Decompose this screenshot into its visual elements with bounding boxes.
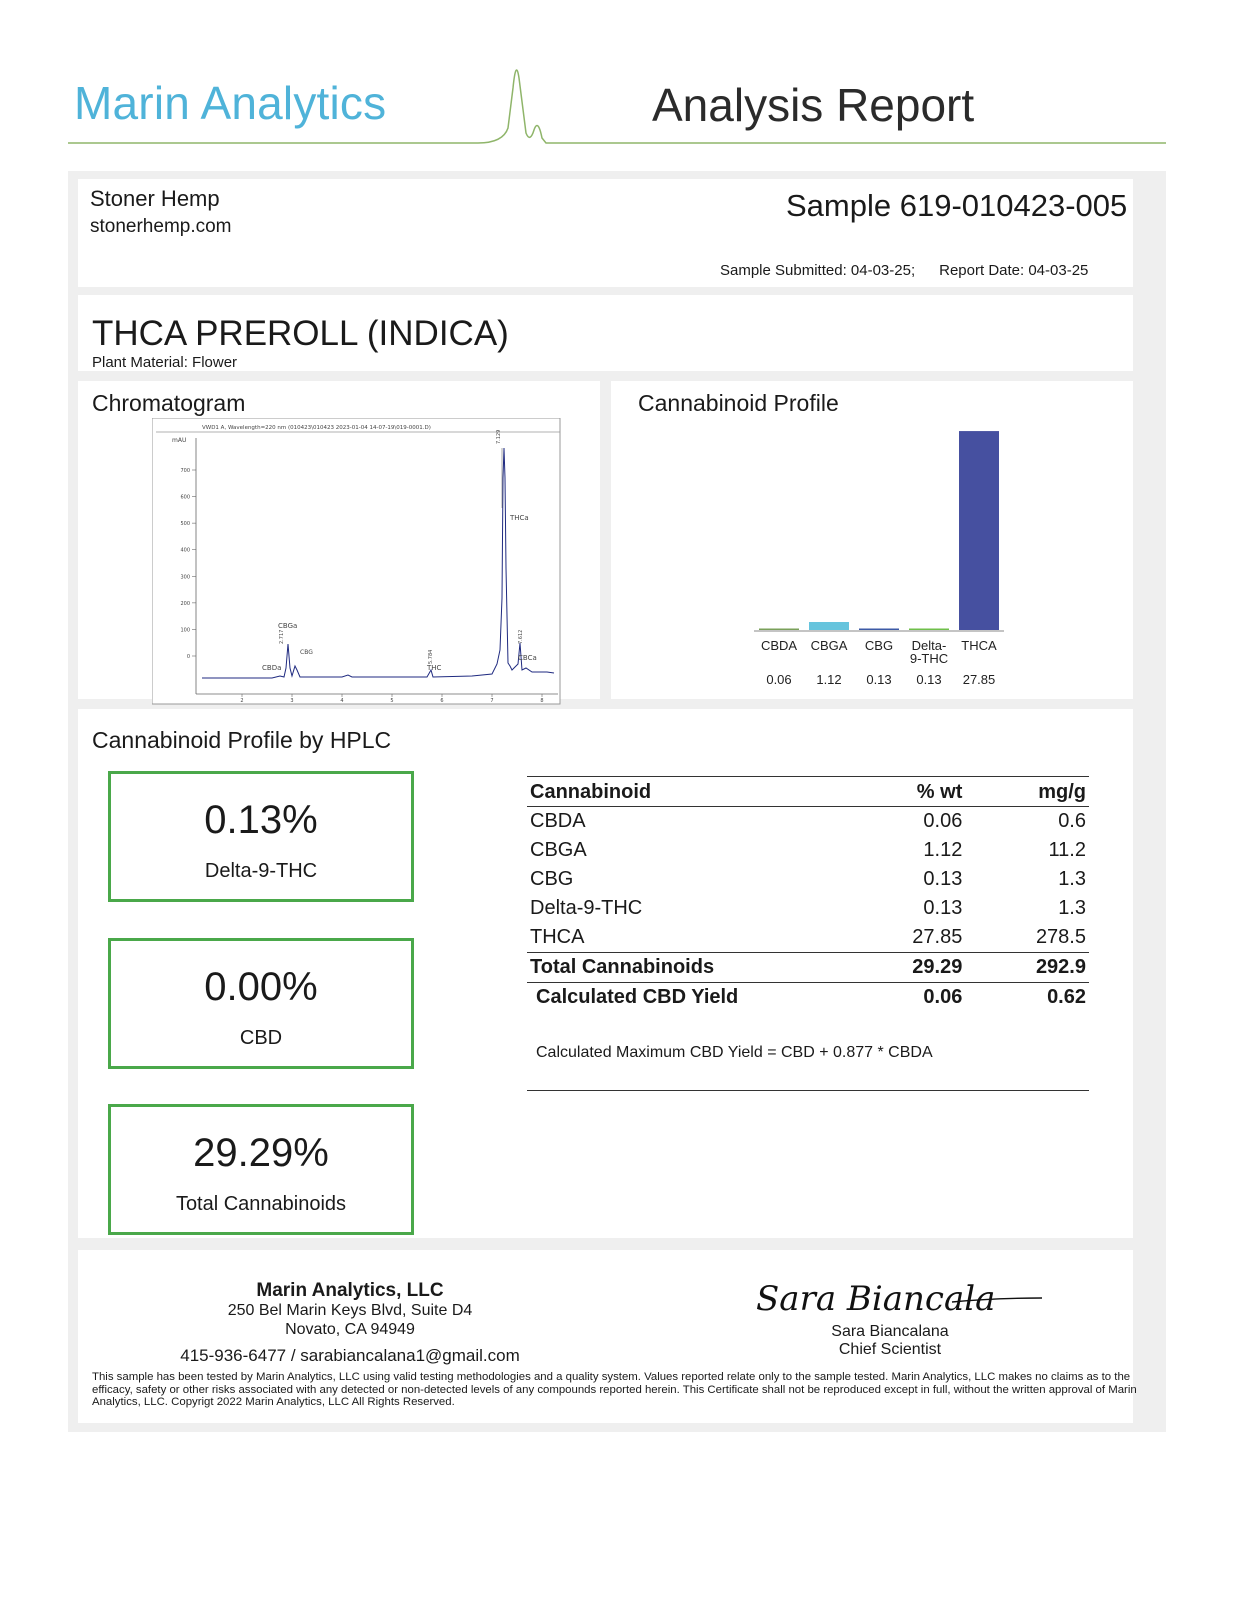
cell-mg: 278.5 — [1035, 926, 1086, 948]
footer-address-line2: Novato, CA 94949 — [285, 1321, 415, 1338]
kpi-delta9-thc — [108, 771, 414, 902]
kpi-value: 0.13% — [204, 798, 318, 842]
retention-label: 7.129 — [496, 429, 502, 444]
column-header-cannabinoid: Cannabinoid — [527, 777, 864, 807]
kpi-total-cannabinoids — [108, 1104, 414, 1235]
peak-label-cbda: CBDa — [262, 664, 282, 672]
signer-name: Sara Biancalana — [831, 1323, 949, 1340]
table-bottom-rule — [527, 1090, 1089, 1091]
table-row — [527, 807, 1089, 837]
bar-cbg — [859, 629, 899, 631]
document-title: Analysis Report — [652, 79, 975, 131]
category-label: Delta- — [911, 638, 947, 653]
yield-pct: 0.06 — [923, 986, 963, 1008]
sample-dates — [720, 262, 1112, 279]
cell-name: THCA — [530, 926, 585, 948]
chromatogram-header-text: VWD1 A, Wavelength=220 nm (010423\010423 2023-01-04 14-07-19\019-0001.D) — [202, 425, 431, 431]
table-total-row — [527, 953, 1089, 983]
profile-title: Cannabinoid Profile — [638, 390, 839, 416]
y-tick-label: 500 — [180, 521, 190, 528]
kpi-cbd — [108, 938, 414, 1069]
signature-image — [752, 1268, 1052, 1324]
cell-name: CBG — [530, 868, 574, 890]
cell-pct: 27.85 — [912, 926, 963, 948]
category-label: CBGA — [810, 638, 848, 653]
yield-label: Calculated CBD Yield — [536, 986, 739, 1008]
x-tick-label: 7 — [490, 698, 494, 704]
client-website: stonerhemp.com — [90, 216, 232, 237]
x-tick-label: 3 — [290, 698, 294, 704]
chromatogram-title: Chromatogram — [92, 390, 246, 416]
cell-name: CBGA — [530, 839, 587, 861]
kpi-label: CBD — [239, 1027, 283, 1049]
total-pct: 29.29 — [864, 953, 965, 983]
peak-label-cbg: CBG — [300, 649, 313, 656]
y-tick-label: 200 — [180, 600, 190, 607]
cell-mg: 1.3 — [1058, 897, 1086, 919]
x-tick-label: 6 — [440, 698, 444, 704]
cell-pct: 0.13 — [923, 868, 963, 890]
client-name: Stoner Hemp — [90, 186, 220, 211]
y-tick-label: 600 — [180, 494, 190, 501]
kpi-value: 0.00% — [204, 965, 318, 1009]
retention-label: 2.717 — [279, 629, 285, 644]
total-mg: 292.9 — [965, 953, 1089, 983]
cell-mg: 11.2 — [1048, 839, 1086, 861]
cell-name: Delta-9-THC — [530, 897, 643, 919]
cell-pct: 1.12 — [923, 839, 963, 861]
y-tick-label: 300 — [180, 574, 190, 581]
cbd-yield-formula: Calculated Maximum CBD Yield = CBD + 0.877 * CBDA — [536, 1044, 933, 1061]
x-tick-label: 5 — [390, 698, 394, 704]
category-label: CBDA — [760, 638, 798, 653]
legal-disclaimer: This sample has been tested by Marin Analytics, LLC using valid testing methodologies and a quality system. Values reported relate only to the sample tested. Marin Analytics, LLC makes no claims as to the efficacy, safety or other risks associated with any detected or non-detected levels of any compounds reported herein. This Certificate shall not be reproduced except in full, without the written approval of Marin Analytics, LLC. Copyrigt 2022 Marin Analytics, LLC All Rights Reserved. — [92, 1371, 1137, 1408]
x-tick-label: 8 — [540, 698, 544, 704]
sample-id: Sample 619-010423-005 — [786, 188, 1128, 223]
table-header-row — [527, 777, 1089, 807]
peak-label-cbga: CBGa — [278, 622, 298, 630]
value-label: 0.13 — [916, 672, 942, 687]
footer-address-line1: 250 Bel Marin Keys Blvd, Suite D4 — [227, 1302, 473, 1319]
y-tick-label: 0 — [186, 654, 190, 660]
plant-material: Plant Material: Flower — [92, 354, 238, 371]
kpi-label: Delta-9-THC — [204, 860, 318, 882]
y-tick-label: 400 — [180, 547, 190, 554]
cannabinoid-results-table — [527, 776, 1089, 1012]
table-row — [527, 894, 1089, 923]
y-tick-label: 700 — [180, 468, 190, 474]
kpi-label: Total Cannabinoids — [175, 1193, 347, 1215]
hplc-title: Cannabinoid Profile by HPLC — [92, 727, 392, 753]
sample-submitted: Sample Submitted: 04-03-25; — [720, 262, 916, 279]
kpi-value: 29.29% — [193, 1131, 329, 1175]
x-tick-label: 4 — [340, 698, 344, 704]
value-label: 0.13 — [866, 672, 892, 687]
signer-title: Chief Scientist — [838, 1341, 942, 1358]
footer-contact: 415-936-6477 / sarabiancalana1@gmail.com — [180, 1346, 520, 1365]
cell-pct: 0.06 — [923, 810, 963, 832]
bar-thca — [959, 431, 999, 630]
x-tick-label: 2 — [240, 698, 244, 704]
product-name: THCA PREROLL (INDICA) — [92, 314, 509, 353]
peak-label-thca: THCa — [510, 514, 529, 522]
cell-mg: 1.3 — [1058, 868, 1086, 890]
brand-logo-text: Marin Analytics — [74, 77, 387, 129]
y-tick-label: 100 — [180, 627, 190, 634]
bar-delta-9-thc — [909, 629, 949, 631]
table-row — [527, 923, 1089, 953]
cell-name: CBDA — [530, 810, 586, 832]
footer-company-name: Marin Analytics, LLC — [256, 1280, 444, 1301]
cell-pct: 0.13 — [923, 897, 963, 919]
value-label: 27.85 — [962, 672, 996, 687]
table-yield-row — [527, 983, 1089, 1013]
value-label: 0.06 — [766, 672, 792, 687]
bar-cbga — [809, 622, 849, 630]
table-row — [527, 865, 1089, 894]
category-label: 9-THC — [909, 651, 949, 666]
table-row — [527, 836, 1089, 865]
retention-label: 5.784 — [428, 649, 434, 664]
peak-label-cbca: CBCa — [518, 654, 537, 662]
yield-mg: 0.62 — [1047, 986, 1086, 1008]
total-label: Total Cannabinoids — [527, 953, 864, 983]
signature-text: Sara Biancala — [756, 1279, 996, 1319]
report-date: Report Date: 04-03-25 — [939, 262, 1089, 279]
cell-mg: 0.6 — [1058, 810, 1086, 832]
column-header-percent-wt: % wt — [864, 777, 965, 807]
column-header-mg-g: mg/g — [965, 777, 1089, 807]
bar-cbda — [759, 629, 799, 631]
y-unit-label: mAU — [172, 437, 187, 444]
header-peak-rule — [68, 58, 1168, 154]
chromatogram-image — [152, 418, 562, 706]
category-label: THCA — [961, 638, 997, 653]
value-label: 1.12 — [816, 672, 842, 687]
cannabinoid-bar-chart — [620, 426, 1130, 706]
peak-label-thc: THC — [427, 664, 442, 672]
category-label: CBG — [864, 638, 894, 653]
retention-label: 7.612 — [518, 629, 524, 644]
